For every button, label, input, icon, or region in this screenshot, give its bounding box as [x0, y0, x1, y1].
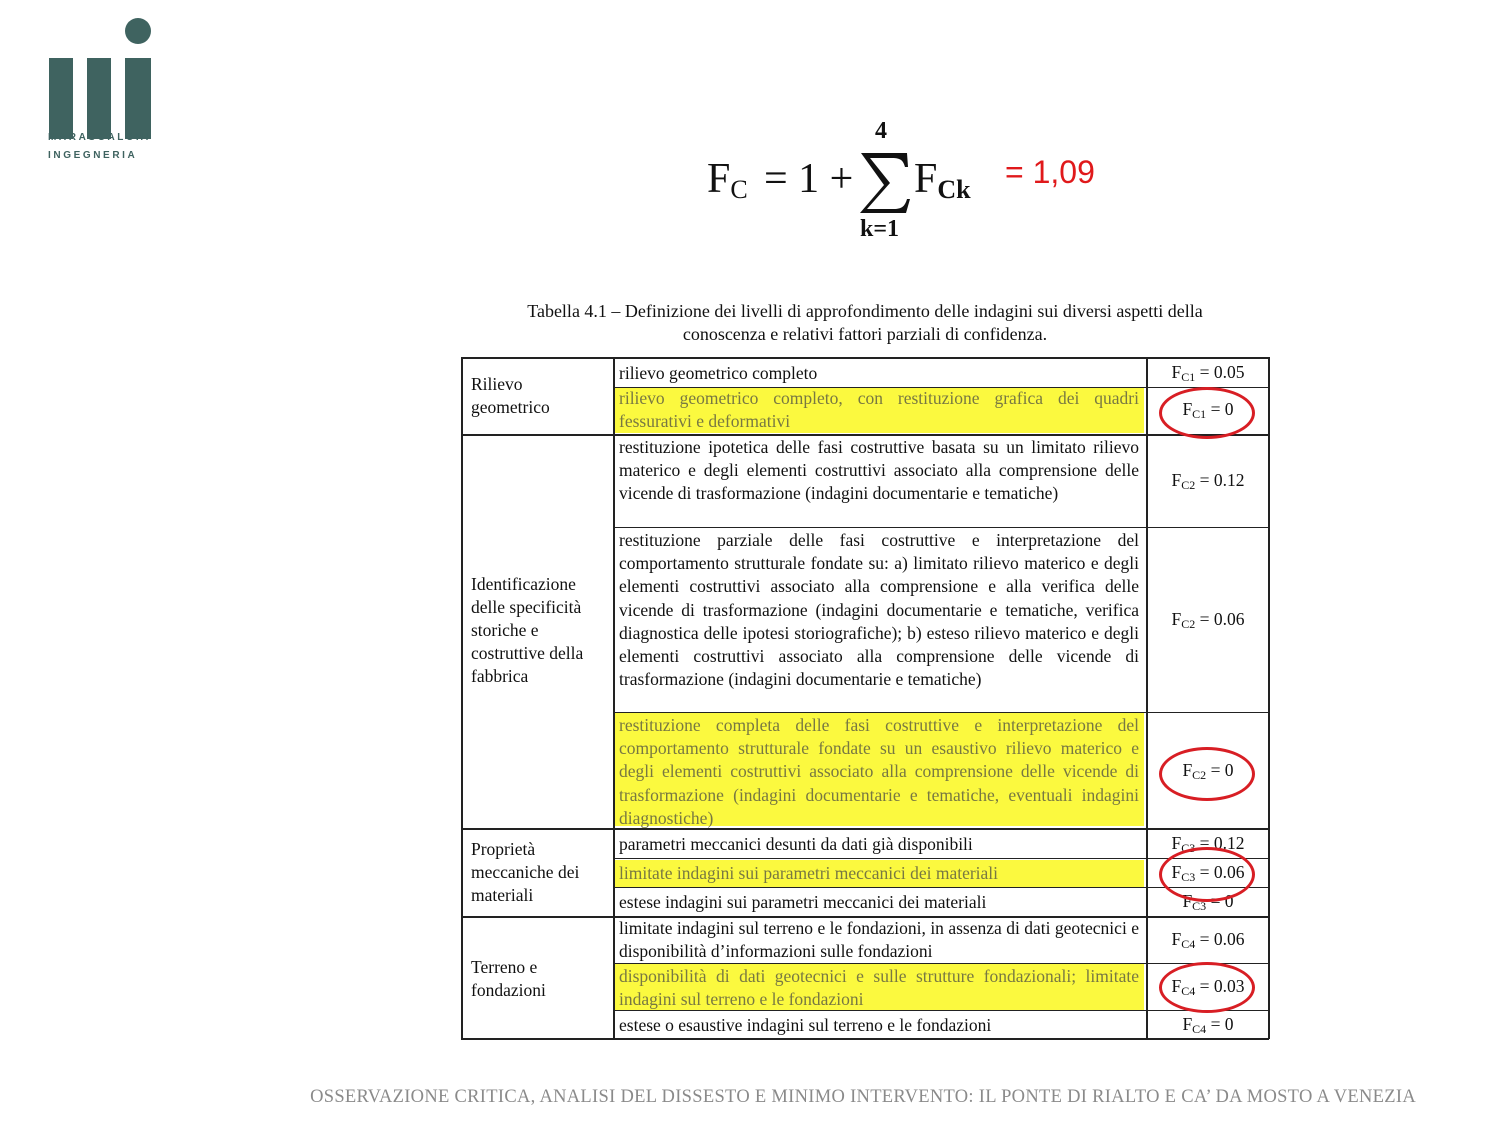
factor-subscript: C2: [1181, 478, 1196, 492]
table-border-top: [461, 357, 1269, 359]
table-column-divider: [1146, 357, 1148, 1039]
factor-value: = 0: [1206, 1014, 1234, 1034]
factor-value: = 0: [1206, 760, 1234, 780]
formula-term-symbol: F: [914, 156, 938, 202]
table-caption: [470, 300, 1260, 346]
factor-symbol: F: [1182, 1014, 1193, 1034]
row-description: rilievo geometrico completo, con restituzione grafica dei quadri fessurativi e deformativi: [619, 388, 1139, 432]
table-caption-line2: conoscenza e relativi fattori parziali di confidenza.: [682, 324, 1048, 344]
factor-subscript: C3: [1181, 870, 1196, 884]
row-description: restituzione parziale delle fasi costruttive e interpretazione del comportamento strutturale fondate su: a) limitato rilievo materico e degli elementi costruttivi associato alla comprensione e alla verifica delle vicende di trasformazione (indagini documentarie e tematiche, verifica diagnostica delle ipotesi storiografiche); b) esteso rilievo materico e degli elementi costruttivi associato alla comprensione delle vicende di trasformazione (indagini documentarie e tematiche): [619, 530, 1139, 690]
factor-value: = 0.06: [1195, 609, 1245, 629]
factor-symbol: F: [1171, 976, 1182, 996]
factor-value: = 0.03: [1195, 976, 1245, 996]
factor-value: = 0.05: [1195, 362, 1245, 382]
category-proprieta-meccaniche: Proprietà meccaniche dei materiali: [471, 839, 580, 905]
logo-text-line2: INGEGNERIA: [48, 150, 138, 161]
factor-value: = 0.06: [1195, 929, 1245, 949]
factor-subscript: C2: [1181, 617, 1196, 631]
selected-factor-circle: [1159, 847, 1255, 902]
table-row-divider: [613, 963, 1269, 964]
factor-symbol: F: [1182, 891, 1193, 911]
factor-subscript: C2: [1192, 768, 1207, 782]
logo-bar-3: [125, 58, 151, 139]
row-factor: [1149, 362, 1267, 385]
table-border-bottom: [461, 1038, 1269, 1040]
row-description: disponibilità di dati geotecnici e sulle strutture fondazionali; limitate indagini sul terreno e le fondazioni: [619, 966, 1139, 1010]
factor-subscript: C4: [1181, 937, 1196, 951]
factor-symbol: F: [1171, 362, 1182, 382]
category-identificazione: Identificazione delle specificità storiche e costruttive della fabbrica: [471, 574, 584, 686]
factor-subscript: C1: [1181, 370, 1196, 384]
logo-text-line1: MARASCALCHI: [48, 132, 152, 143]
table-group-divider: [461, 828, 1269, 830]
formula-sum-lower-limit: k=1: [860, 216, 900, 242]
table-caption-line1: Tabella 4.1 – Definizione dei livelli di approfondimento delle indagini sui diversi aspetti della: [527, 301, 1203, 321]
table-row-divider: [613, 527, 1269, 528]
row-description: rilievo geometrico completo: [619, 363, 818, 383]
row-factor: [1149, 1014, 1267, 1037]
formula-term: [914, 154, 971, 215]
confidence-factor-formula: [700, 118, 1120, 248]
factor-symbol: F: [1171, 470, 1182, 490]
factor-value: = 0.06: [1195, 862, 1245, 882]
logo-dot: [125, 18, 151, 44]
row-factor: [1149, 470, 1267, 493]
confidence-factors-table: [461, 357, 1269, 1039]
formula-equals-one-plus: = 1 +: [764, 156, 854, 202]
formula-lhs-symbol: F: [707, 156, 731, 202]
formula-sigma-symbol: [858, 150, 910, 216]
factor-value: = 0: [1206, 399, 1234, 419]
category-terreno-fondazioni: Terreno e fondazioni: [471, 957, 546, 1000]
table-group-divider: [461, 434, 1269, 436]
factor-symbol: F: [1171, 862, 1182, 882]
factor-symbol: F: [1182, 399, 1193, 419]
selected-factor-circle: [1159, 962, 1255, 1013]
row-description: limitate indagini sul terreno e le fondazioni, in assenza di dati geotecnici e disponibilità d’informazioni sulle fondazioni: [619, 918, 1139, 962]
footer-text: OSSERVAZIONE CRITICA, ANALISI DEL DISSESTO E MINIMO INTERVENTO: IL PONTE DI RIALTO E CA’ DA MOSTO A VENEZIA: [310, 1087, 1416, 1107]
table-row-divider: [613, 1010, 1269, 1011]
factor-subscript: C3: [1192, 899, 1207, 913]
row-description: estese o esaustive indagini sul terreno e le fondazioni: [619, 1015, 992, 1035]
factor-symbol: F: [1182, 760, 1193, 780]
row-description: parametri meccanici desunti da dati già disponibili: [619, 834, 973, 854]
logo-bar-2: [87, 58, 111, 139]
table-group-divider: [461, 916, 1269, 918]
row-description: restituzione completa delle fasi costruttive e interpretazione del comportamento strutturale fondate su un esaustivo rilievo materico e degli elementi costruttivi associato alla comprensione delle vicende di trasformazione (indagini documentarie e tematiche, eventuali indagini diagnostiche): [619, 715, 1139, 828]
factor-subscript: C4: [1192, 1022, 1207, 1036]
row-description: limitate indagini sui parametri meccanici dei materiali: [619, 863, 999, 883]
table-column-divider: [613, 357, 615, 1039]
table-border-right: [1268, 357, 1270, 1039]
formula-term-subscript: Ck: [937, 175, 971, 204]
factor-symbol: F: [1171, 929, 1182, 949]
factor-value: = 0: [1206, 891, 1234, 911]
row-description: estese indagini sui parametri meccanici dei materiali: [619, 892, 987, 912]
logo-bar-1: [49, 58, 73, 139]
row-factor: [1149, 929, 1267, 952]
table-border-left: [461, 357, 463, 1039]
factor-subscript: C3: [1181, 841, 1196, 855]
factor-symbol: F: [1171, 833, 1182, 853]
factor-value: = 0.12: [1195, 470, 1245, 490]
selected-factor-circle: [1159, 747, 1255, 801]
formula-lhs: [707, 154, 748, 215]
category-rilievo-geometrico: Rilievo geometrico: [471, 374, 550, 417]
selected-factor-circle: [1159, 387, 1255, 439]
formula-lhs-subscript: C: [730, 175, 748, 204]
formula-result: = 1,09: [1005, 154, 1095, 190]
company-logo: [48, 18, 158, 168]
table-row-divider: [613, 712, 1269, 713]
factor-value: = 0.12: [1195, 833, 1245, 853]
formula-sum-upper-limit: 4: [875, 118, 887, 144]
factor-subscript: C1: [1192, 407, 1207, 421]
table-row-divider: [613, 387, 1269, 388]
row-factor: [1149, 609, 1267, 632]
row-description: restituzione ipotetica delle fasi costruttive basata su un limitato rilievo materico e degli elementi costruttivi associato alla comprensione delle vicende di trasformazione (indagini documentarie e tematiche): [619, 437, 1139, 504]
factor-subscript: C4: [1181, 984, 1196, 998]
factor-symbol: F: [1171, 609, 1182, 629]
